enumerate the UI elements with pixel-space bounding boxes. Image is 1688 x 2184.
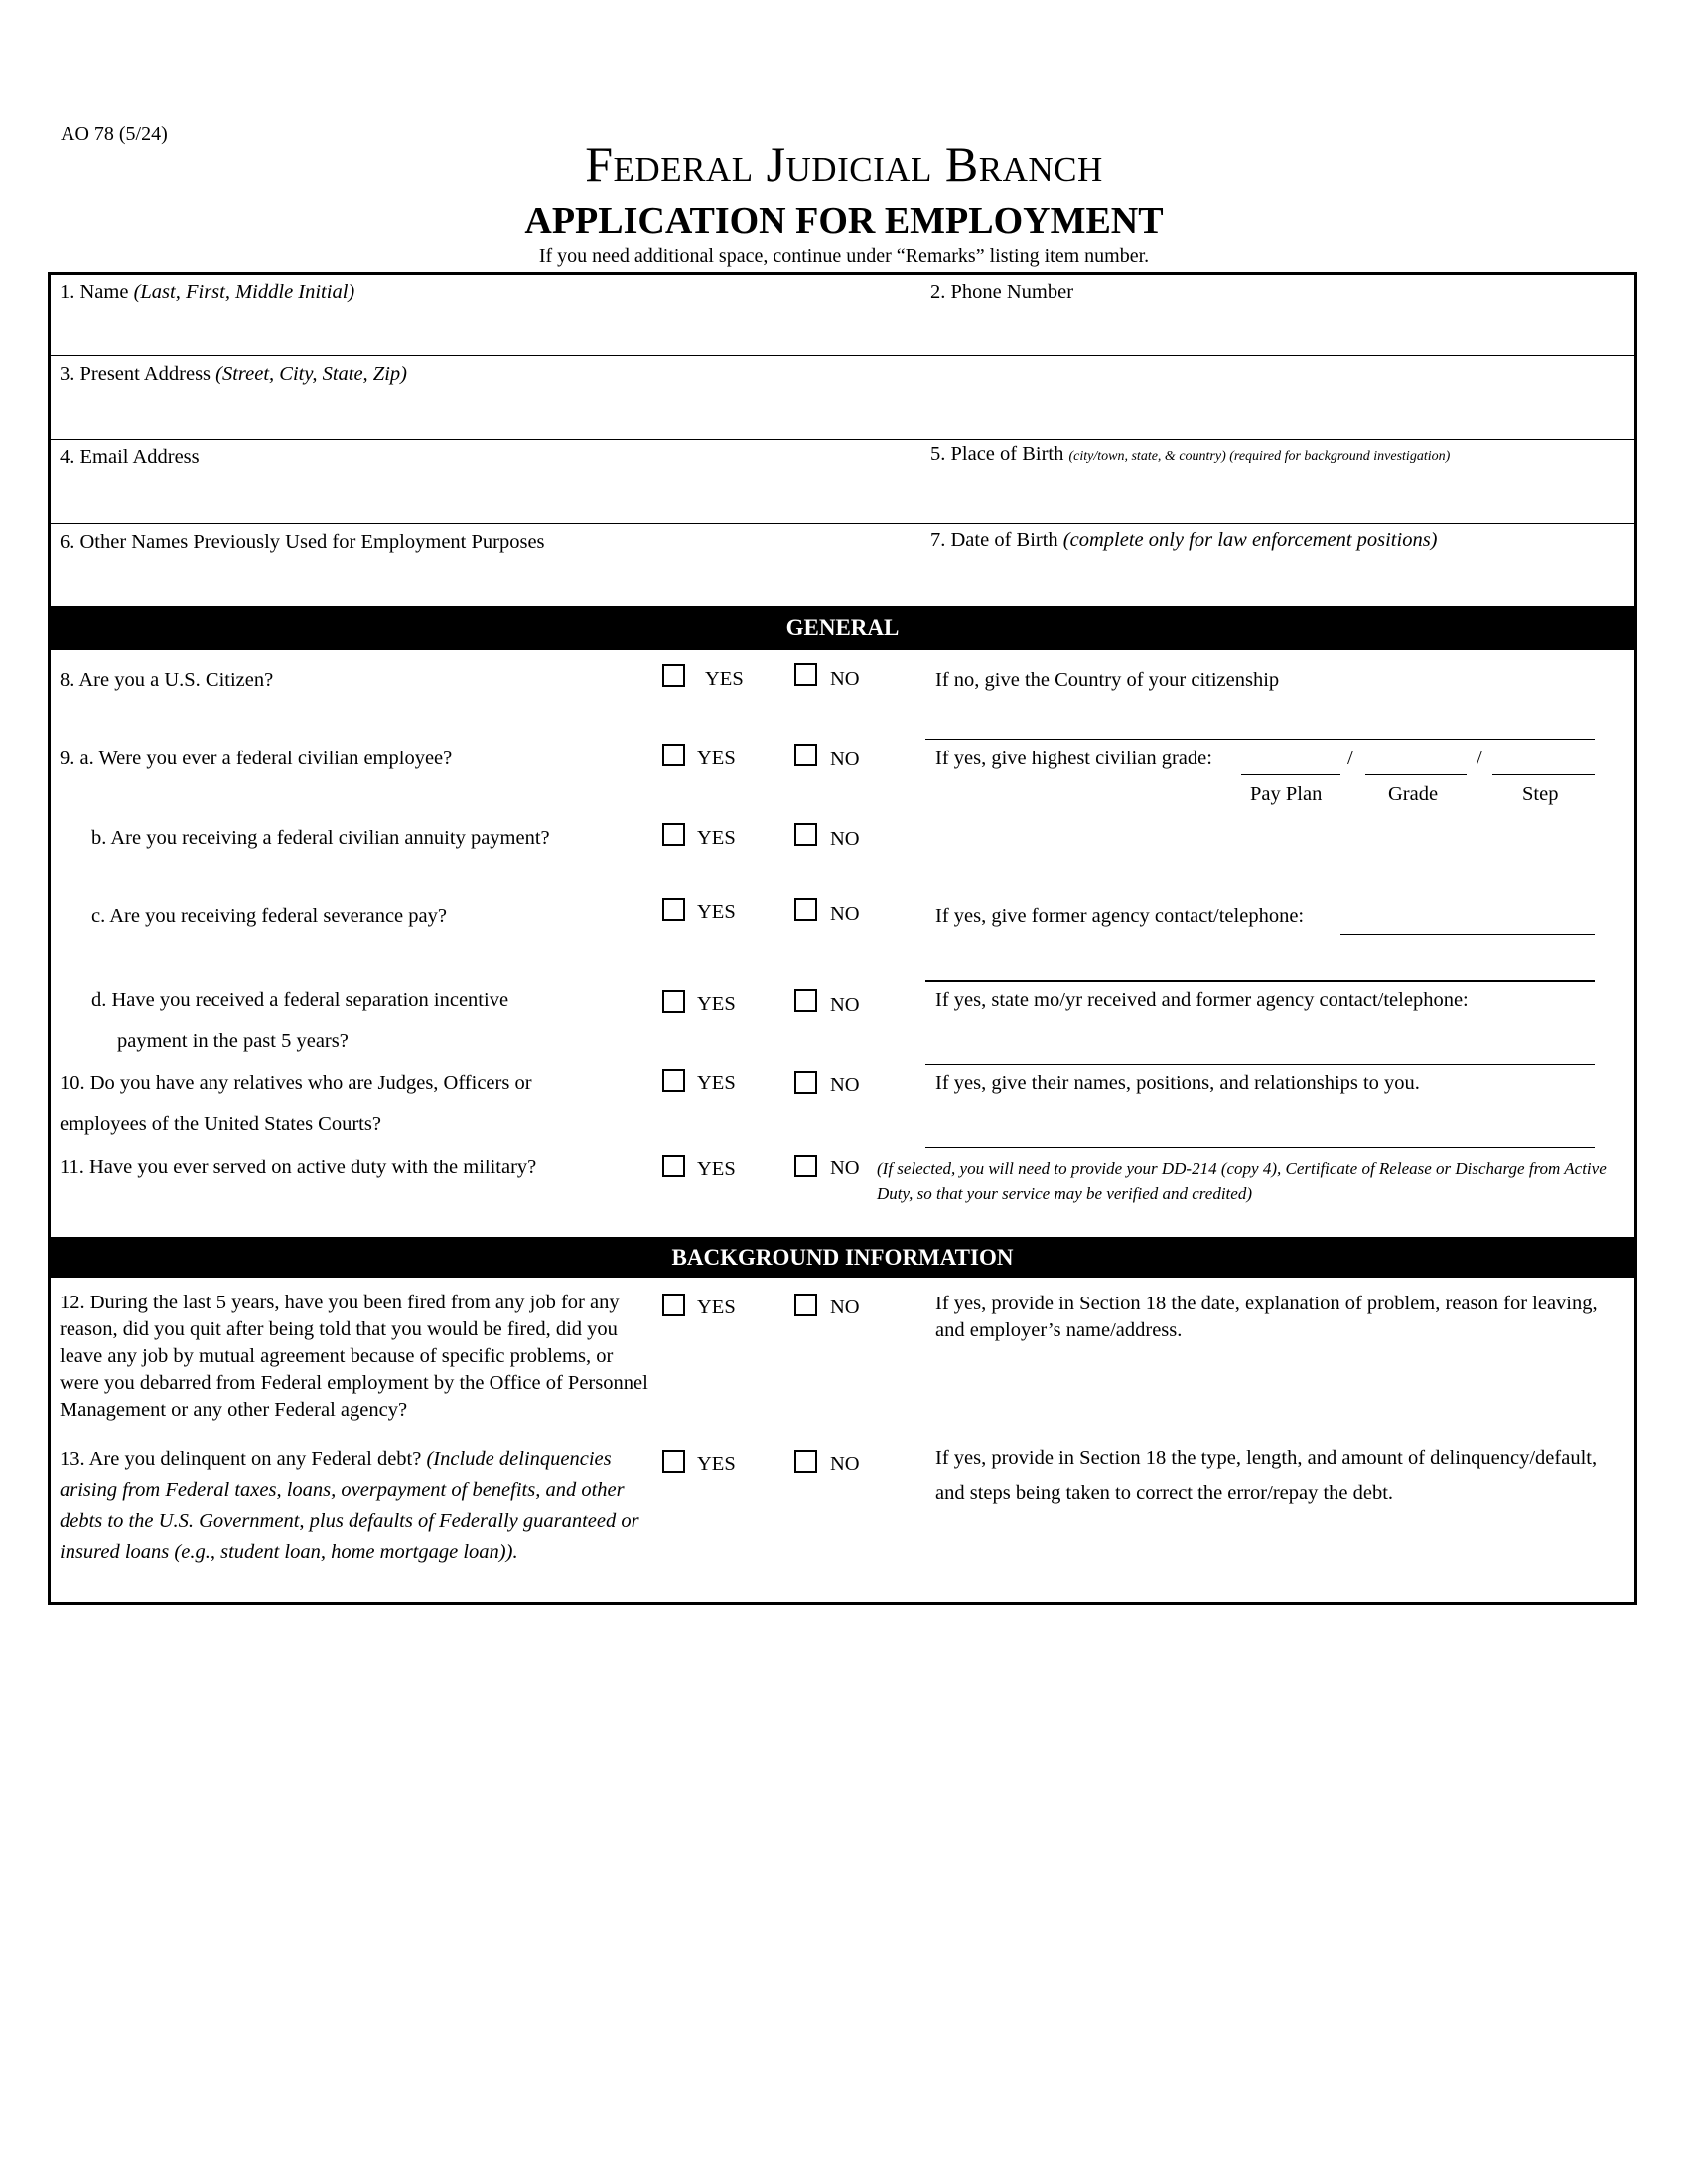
field-place-of-birth[interactable] bbox=[930, 442, 1450, 467]
field-place-of-birth-label: 5. Place of Birth bbox=[930, 443, 1064, 465]
question-9a: 9. a. Were you ever a federal civilian employee? bbox=[60, 748, 453, 769]
field-name-label: 1. Name bbox=[60, 281, 129, 303]
q8-detail: If no, give the Country of your citizenship bbox=[935, 669, 1280, 691]
field-other-names-label: 6. Other Names Previously Used for Employment Purposes bbox=[60, 531, 545, 553]
field-date-of-birth-label: 7. Date of Birth bbox=[930, 529, 1058, 551]
field-address-hint: (Street, City, State, Zip) bbox=[215, 363, 407, 385]
field-email[interactable] bbox=[60, 445, 200, 470]
q12-no-label: NO bbox=[830, 1297, 860, 1318]
section-header-background: BACKGROUND INFORMATION bbox=[51, 1237, 1634, 1278]
q10-yes-label: YES bbox=[697, 1072, 736, 1094]
question-10-line2: employees of the United States Courts? bbox=[60, 1113, 381, 1135]
field-address-label: 3. Present Address bbox=[60, 363, 211, 385]
q9a-no-label: NO bbox=[830, 749, 860, 770]
section-header-general: GENERAL bbox=[51, 606, 1634, 650]
pay-plan-label: Pay Plan bbox=[1250, 783, 1323, 805]
q9a-detail: If yes, give highest civilian grade: bbox=[935, 748, 1212, 769]
q9b-yes-checkbox[interactable] bbox=[662, 823, 685, 846]
divider bbox=[51, 523, 1634, 524]
q9c-yes-checkbox[interactable] bbox=[662, 898, 685, 921]
pay-plan-line[interactable] bbox=[1241, 774, 1340, 775]
q8-yes-checkbox[interactable] bbox=[662, 664, 685, 687]
q8-yes-label: YES bbox=[705, 668, 744, 690]
form-title: Federal Judicial Branch bbox=[585, 136, 1103, 192]
step-separator: / bbox=[1477, 748, 1482, 769]
q10-no-checkbox[interactable] bbox=[794, 1071, 817, 1094]
question-10-line1: 10. Do you have any relatives who are Judges, Officers or bbox=[60, 1072, 532, 1094]
q8-no-checkbox[interactable] bbox=[794, 663, 817, 686]
q9d-answer-line[interactable] bbox=[925, 1064, 1595, 1065]
q9b-no-label: NO bbox=[830, 828, 860, 850]
q9d-no-checkbox[interactable] bbox=[794, 989, 817, 1012]
q9a-yes-label: YES bbox=[697, 748, 736, 769]
grade-line[interactable] bbox=[1365, 774, 1467, 775]
q9c-detail: If yes, give former agency contact/telephone: bbox=[935, 905, 1305, 927]
q10-no-label: NO bbox=[830, 1074, 860, 1096]
q12-yes-label: YES bbox=[697, 1297, 736, 1318]
q11-yes-label: YES bbox=[697, 1159, 736, 1180]
q12-yes-checkbox[interactable] bbox=[662, 1294, 685, 1316]
field-place-of-birth-hint: (city/town, state, & country) (required for background investigation) bbox=[1068, 449, 1451, 464]
q11-detail: (If selected, you will need to provide your DD-214 (copy 4), Certificate of Release or Discharge from Active Duty, so that your service may be verified and credited) bbox=[877, 1160, 1607, 1203]
q11-no-checkbox[interactable] bbox=[794, 1155, 817, 1177]
q10-yes-checkbox[interactable] bbox=[662, 1069, 685, 1092]
field-name[interactable] bbox=[60, 280, 354, 305]
q9b-yes-label: YES bbox=[697, 827, 736, 849]
q13-no-checkbox[interactable] bbox=[794, 1450, 817, 1473]
q13-yes-checkbox[interactable] bbox=[662, 1450, 685, 1473]
question-9c: c. Are you receiving federal severance pay? bbox=[91, 905, 447, 927]
question-9b: b. Are you receiving a federal civilian annuity payment? bbox=[91, 827, 550, 849]
question-13-note: (Include delinquencies arising from Federal taxes, loans, overpayment of benefits, and other debts to the U.S. Government, plus defaults of Federally guaranteed or insured loans (e.g., student loan, home mortgage loan)). bbox=[60, 1448, 639, 1563]
q9d-no-label: NO bbox=[830, 994, 860, 1016]
divider bbox=[51, 355, 1634, 356]
grade-separator: / bbox=[1347, 748, 1353, 769]
question-9d-line1: d. Have you received a federal separation incentive bbox=[91, 989, 509, 1011]
q13-yes-label: YES bbox=[697, 1453, 736, 1475]
question-8: 8. Are you a U.S. Citizen? bbox=[60, 669, 274, 691]
q9b-no-checkbox[interactable] bbox=[794, 823, 817, 846]
question-13 bbox=[60, 1444, 655, 1568]
form-id: AO 78 (5/24) bbox=[61, 123, 168, 145]
field-address[interactable] bbox=[60, 362, 407, 387]
field-other-names[interactable] bbox=[60, 530, 545, 555]
q11-yes-checkbox[interactable] bbox=[662, 1155, 685, 1177]
q10-detail: If yes, give their names, positions, and relationships to you. bbox=[935, 1072, 1420, 1094]
q10-answer-line[interactable] bbox=[925, 1147, 1595, 1148]
q9c-no-checkbox[interactable] bbox=[794, 898, 817, 921]
form-subtitle: APPLICATION FOR EMPLOYMENT bbox=[524, 201, 1164, 242]
q9c-answer-line-2[interactable] bbox=[925, 980, 1595, 982]
field-date-of-birth[interactable] bbox=[930, 528, 1438, 553]
q9c-yes-label: YES bbox=[697, 901, 736, 923]
step-label: Step bbox=[1522, 783, 1559, 805]
field-date-of-birth-hint: (complete only for law enforcement positions) bbox=[1062, 529, 1438, 551]
question-9d-line2: payment in the past 5 years? bbox=[117, 1030, 349, 1052]
grade-label: Grade bbox=[1388, 783, 1439, 805]
q9d-yes-checkbox[interactable] bbox=[662, 990, 685, 1013]
field-phone[interactable] bbox=[930, 280, 1073, 305]
q9a-no-checkbox[interactable] bbox=[794, 744, 817, 766]
divider bbox=[51, 439, 1634, 440]
remarks-note: If you need additional space, continue under “Remarks” listing item number. bbox=[538, 245, 1150, 267]
question-11: 11. Have you ever served on active duty with the military? bbox=[60, 1157, 537, 1178]
q13-detail: If yes, provide in Section 18 the type, length, and amount of delinquency/default, and steps being taken to correct the error/repay the debt. bbox=[935, 1447, 1598, 1504]
q9a-yes-checkbox[interactable] bbox=[662, 744, 685, 766]
q9d-yes-label: YES bbox=[697, 993, 736, 1015]
question-13-text: 13. Are you delinquent on any Federal debt? bbox=[60, 1448, 422, 1470]
question-12: 12. During the last 5 years, have you been fired from any job for any reason, did you quit after being told that you would be fired, did you leave any job by mutual agreement because of specific problems, or were you debarred from Federal employment by the Office of Personnel Management or any other Federal agency? bbox=[60, 1292, 648, 1421]
field-phone-label: 2. Phone Number bbox=[930, 281, 1074, 303]
field-name-hint: (Last, First, Middle Initial) bbox=[133, 281, 355, 303]
q9c-answer-line[interactable] bbox=[1340, 934, 1595, 935]
q11-no-label: NO bbox=[830, 1158, 860, 1179]
q9d-detail: If yes, state mo/yr received and former agency contact/telephone: bbox=[935, 989, 1469, 1011]
field-email-label: 4. Email Address bbox=[60, 446, 200, 468]
step-line[interactable] bbox=[1492, 774, 1595, 775]
q12-detail: If yes, provide in Section 18 the date, explanation of problem, reason for leaving, and employer’s name/address. bbox=[935, 1293, 1598, 1341]
q8-answer-line[interactable] bbox=[925, 739, 1595, 740]
q13-no-label: NO bbox=[830, 1453, 860, 1475]
q8-no-label: NO bbox=[830, 668, 860, 690]
q9c-no-label: NO bbox=[830, 903, 860, 925]
q12-no-checkbox[interactable] bbox=[794, 1294, 817, 1316]
